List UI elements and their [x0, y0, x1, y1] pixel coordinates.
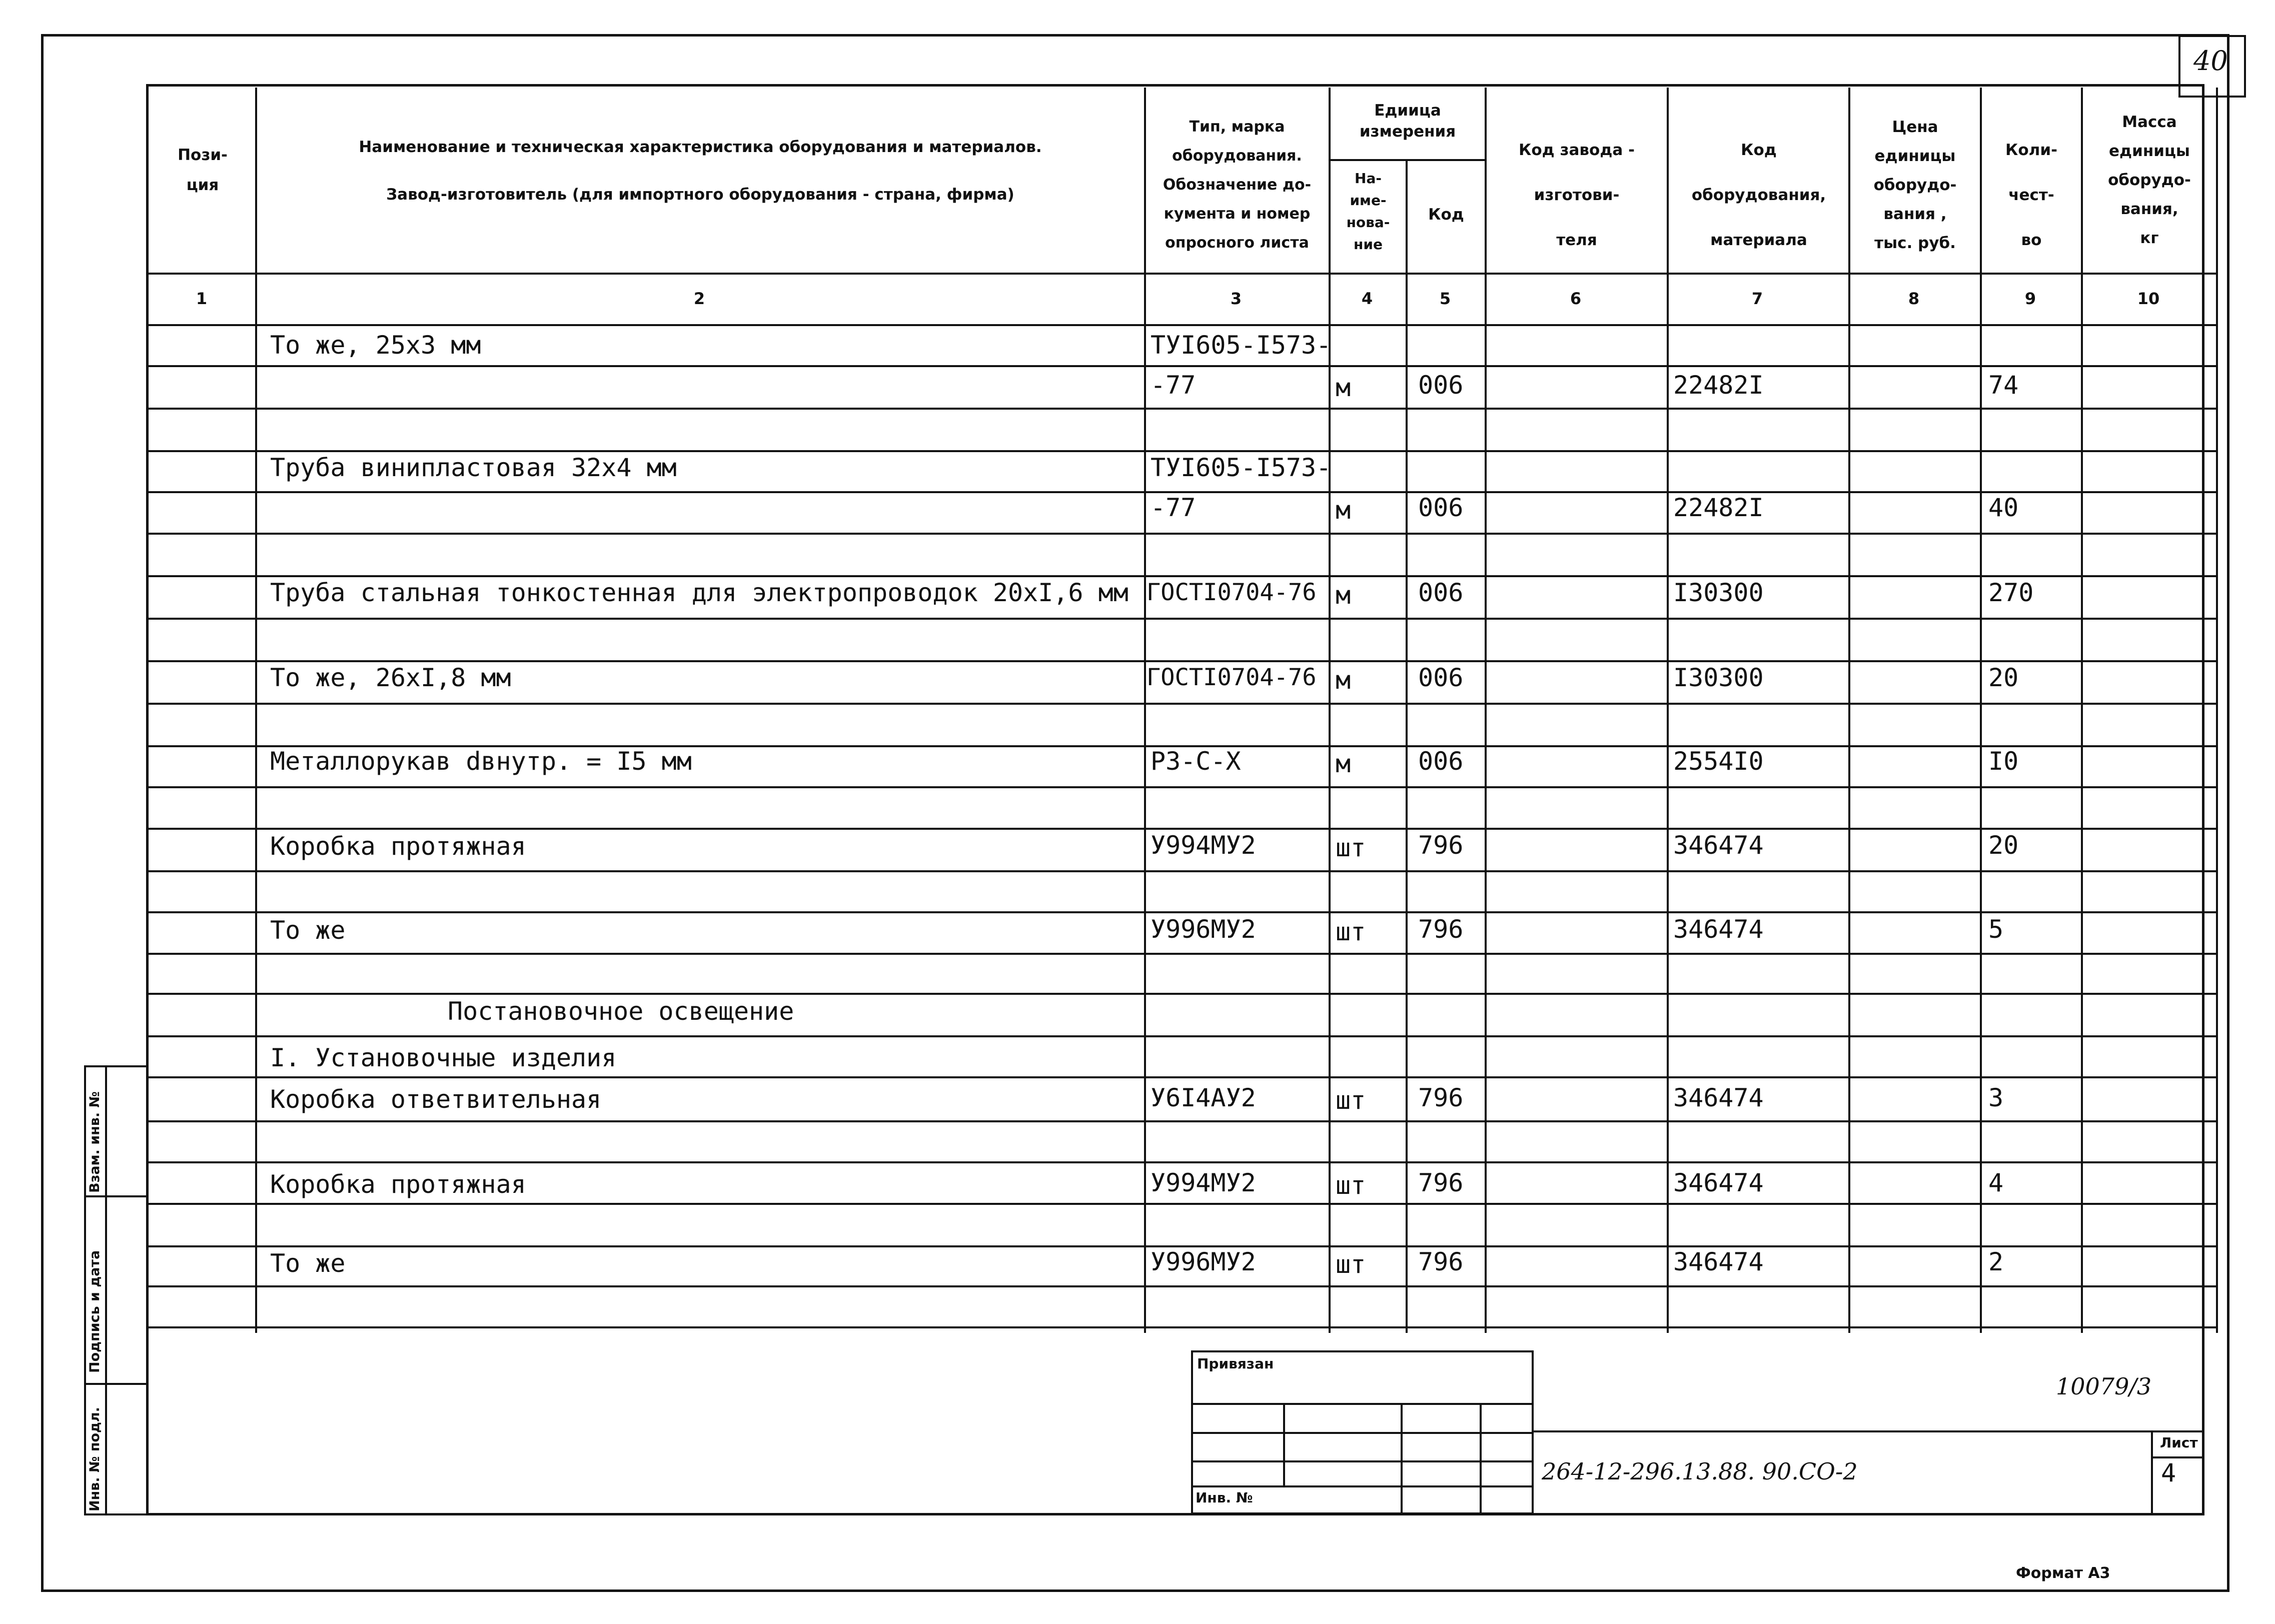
- header-position: Пози- ция: [178, 146, 228, 194]
- row-unit: шт: [1336, 1086, 1366, 1115]
- row-name: Коробка ответвительная: [270, 1085, 602, 1114]
- row-type: У994МУ2: [1151, 831, 1256, 860]
- row-code: 346474: [1673, 831, 1764, 860]
- header-bottom-line: [148, 273, 2216, 275]
- side-stamp-divider: [105, 1065, 107, 1515]
- colnum-6: 6: [1570, 289, 1582, 308]
- row-unit-code: 796: [1418, 1247, 1464, 1276]
- row-type: У996МУ2: [1151, 915, 1256, 944]
- row-line: [148, 618, 2216, 620]
- row-type: -77: [1151, 493, 1196, 522]
- tb-vline: [1480, 1403, 1482, 1514]
- header-unit-group: Едиица измерения: [1359, 102, 1456, 141]
- row-qty: 3: [1988, 1083, 2004, 1112]
- col-line-10: [2216, 88, 2218, 1333]
- section-title: Постановочное освещение: [448, 997, 794, 1026]
- row-qty: 74: [1988, 371, 2019, 400]
- row-line: [148, 828, 2216, 830]
- row-unit-code: 006: [1418, 578, 1464, 607]
- row-code: 346474: [1673, 1083, 1764, 1112]
- header-unit-price: Цена единицы оборудо- вания , тыс. руб.: [1873, 118, 1957, 252]
- header-unit-name: На- име- нова- ние: [1346, 170, 1390, 253]
- row-line: [148, 1120, 2216, 1122]
- row-code: 2554I0: [1673, 747, 1764, 776]
- row-unit-code: 006: [1418, 663, 1464, 692]
- colnum-2: 2: [693, 289, 705, 308]
- row-type: -77: [1151, 371, 1196, 400]
- colnum-5: 5: [1439, 289, 1451, 308]
- row-qty: 4: [1988, 1168, 2004, 1197]
- colnum-10: 10: [2137, 289, 2160, 308]
- row-line: [148, 1035, 2216, 1037]
- row-type: У6I4АУ2: [1151, 1083, 1256, 1112]
- subsection-title: I. Установочные изделия: [270, 1043, 617, 1072]
- colnum-4: 4: [1361, 289, 1373, 308]
- row-name: Труба стальная тонкостенная для электропроводок 20хI,6 мм: [270, 578, 1128, 607]
- colnum-7: 7: [1751, 289, 1763, 308]
- row-unit-code: 796: [1418, 831, 1464, 860]
- side-stamp-line: [84, 1383, 148, 1385]
- row-type: ГОСТI0704-76: [1147, 664, 1317, 691]
- row-line: [148, 953, 2216, 955]
- row-qty: 40: [1988, 493, 2019, 522]
- row-qty: 5: [1988, 915, 2004, 944]
- colnum-1: 1: [196, 289, 208, 308]
- tb-line: [1191, 1485, 1534, 1487]
- corner-number: 40: [2193, 45, 2228, 77]
- side-inv-podl-label: Инв. № подл.: [87, 1407, 103, 1511]
- colnum-bottom-line: [148, 324, 2216, 326]
- row-name: То же, 26хI,8 мм: [270, 663, 511, 692]
- row-type: ТУI605-I573-: [1151, 453, 1332, 482]
- row-code: I30300: [1673, 578, 1764, 607]
- list-number: 4: [2161, 1458, 2176, 1487]
- row-line: [148, 660, 2216, 662]
- row-line: [148, 450, 2216, 452]
- row-name: Труба винипластовая 32х4 мм: [270, 453, 677, 482]
- row-line: [148, 1076, 2216, 1078]
- header-unit-mass: Масса единицы оборудо- вания, кг: [2108, 113, 2191, 247]
- row-name: То же, 25х3 мм: [270, 331, 481, 360]
- header-equipment-code: Код оборудования, материала: [1691, 141, 1826, 249]
- row-qty: I0: [1988, 747, 2019, 776]
- row-code: 346474: [1673, 915, 1764, 944]
- row-unit: м: [1336, 373, 1351, 402]
- doc-code: 264-12-296.13.88. 90.СО-2: [1542, 1458, 1858, 1485]
- row-line: [148, 870, 2216, 872]
- row-line: [148, 786, 2216, 788]
- tb-vline: [1283, 1403, 1285, 1485]
- row-qty: 270: [1988, 578, 2034, 607]
- row-line: [148, 993, 2216, 995]
- row-code: 346474: [1673, 1168, 1764, 1197]
- side-stamp-line: [84, 1195, 148, 1197]
- row-name: То же: [270, 1249, 346, 1278]
- row-line: [148, 408, 2216, 410]
- inv-no-label: Инв. №: [1196, 1489, 1253, 1506]
- row-line: [148, 911, 2216, 913]
- row-unit: м: [1336, 666, 1351, 695]
- tb-line: [1191, 1460, 1534, 1462]
- row-line: [148, 1161, 2216, 1163]
- colnum-8: 8: [1908, 289, 1920, 308]
- row-unit-code: 006: [1418, 493, 1464, 522]
- row-code: 22482I: [1673, 371, 1764, 400]
- row-unit-code: 796: [1418, 915, 1464, 944]
- row-code: 346474: [1673, 1247, 1764, 1276]
- row-unit-code: 796: [1418, 1168, 1464, 1197]
- row-line: [148, 1285, 2216, 1287]
- tb-line: [1191, 1403, 1534, 1405]
- row-type: У994МУ2: [1151, 1168, 1256, 1197]
- format-label: Формат А3: [2016, 1564, 2110, 1582]
- header-subline: [1329, 159, 1485, 161]
- row-line: [148, 365, 2216, 367]
- header-quantity: Коли- чест- во: [2005, 141, 2057, 249]
- row-unit: м: [1336, 749, 1351, 778]
- row-type: ТУI605-I573-: [1151, 331, 1332, 360]
- list-label: Лист: [2160, 1434, 2198, 1451]
- colnum-9: 9: [2024, 289, 2036, 308]
- tb-main-top: [1534, 1430, 2204, 1432]
- side-vzam-label: Взам. инв. №: [87, 1091, 103, 1193]
- row-unit: м: [1336, 581, 1351, 610]
- row-qty: 20: [1988, 831, 2019, 860]
- row-unit: шт: [1336, 1250, 1366, 1279]
- table-bottom-line: [148, 1326, 2216, 1328]
- row-unit-code: 006: [1418, 371, 1464, 400]
- row-code: I30300: [1673, 663, 1764, 692]
- tb-line: [1191, 1432, 1534, 1434]
- row-type: У996МУ2: [1151, 1247, 1256, 1276]
- row-name: Металлорукав dвнутр. = I5 мм: [270, 747, 692, 776]
- row-qty: 20: [1988, 663, 2019, 692]
- row-name: То же: [270, 916, 346, 945]
- row-unit: м: [1336, 496, 1351, 525]
- row-line: [148, 533, 2216, 535]
- handwritten-number: 10079/3: [2056, 1373, 2152, 1400]
- side-podpis-label: Подпись и дата: [87, 1250, 103, 1373]
- row-line: [148, 703, 2216, 705]
- header-unit-code: Код: [1428, 206, 1464, 224]
- row-unit: шт: [1336, 1171, 1366, 1200]
- header-type-mark: Тип, марка оборудования. Обозначение до- кумента и номер опросного листа: [1163, 118, 1312, 252]
- privyazan-label: Привязан: [1197, 1355, 1274, 1372]
- row-name: Коробка протяжная: [270, 1170, 526, 1199]
- tb-vline: [1401, 1403, 1403, 1514]
- row-type: ГОСТI0704-76: [1147, 579, 1317, 606]
- header-factory-code: Код завода - изготови- теля: [1519, 141, 1635, 249]
- list-box-left: [2151, 1430, 2153, 1514]
- row-line: [148, 575, 2216, 577]
- header-name-line2: Завод-изготовитель (для импортного оборудования - страна, фирма): [386, 186, 1014, 204]
- colnum-3: 3: [1230, 289, 1242, 308]
- row-line: [148, 1203, 2216, 1205]
- row-type: Р3-С-Х: [1151, 747, 1241, 776]
- row-unit-code: 796: [1418, 1083, 1464, 1112]
- row-unit: шт: [1336, 917, 1366, 946]
- header-name-line1: Наименование и техническая характеристика оборудования и материалов.: [359, 138, 1042, 156]
- row-qty: 2: [1988, 1247, 2004, 1276]
- row-unit-code: 006: [1418, 747, 1464, 776]
- list-box-mid: [2151, 1456, 2204, 1458]
- row-unit: шт: [1336, 833, 1366, 862]
- row-name: Коробка протяжная: [270, 832, 526, 861]
- row-code: 22482I: [1673, 493, 1764, 522]
